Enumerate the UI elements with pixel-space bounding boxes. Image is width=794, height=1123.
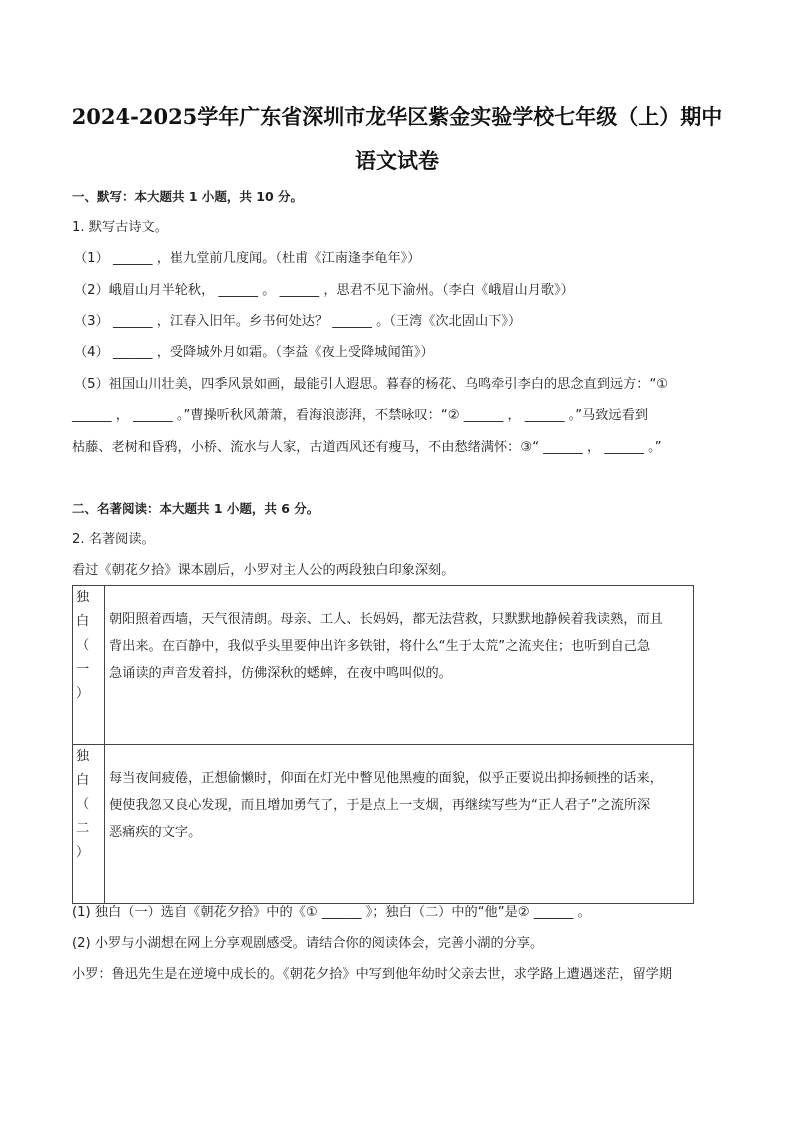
monologue-1-label: 独 白 （ 一 ） — [73, 586, 105, 745]
question-1-heading: 1. 默写古诗文。 — [72, 220, 168, 235]
exam-title-line1: 2024-2025学年广东省深圳市龙华区紫金实验学校七年级（上）期中 — [71, 104, 723, 129]
q1-item-2: （2）峨眉山月半轮秋， ______ 。 ______ ，思君不见下渝州。（李白《峨眉山月歌》） — [74, 283, 574, 298]
sub-question-1: (1) 独白（一）选自《朝花夕拾》中的《① ______ 》；独白（二）中的“他”是② ______ 。 — [72, 905, 591, 920]
section-2-heading: 二、名著阅读：本大题共 1 小题，共 6 分。 — [72, 501, 320, 516]
sub-question-2: (2) 小罗与小湖想在网上分享观剧感受。请结合你的阅读体会，完善小湖的分享。 — [72, 936, 544, 951]
q1-item-5-line3: 枯藤、老树和昏鸦，小桥、流水与人家，古道西风还有瘦马，不由愁绪满怀：③“ ______ ， ______ 。” — [72, 440, 662, 455]
monologue-2-label: 独 白 （ 二 ） — [73, 745, 105, 904]
monologue-table — [72, 585, 694, 904]
sub-question-2-text: 小罗：鲁迅先生是在逆境中成长的。《朝花夕拾》中写到他年幼时父亲去世，求学路上遭遇迷茫，留学期 — [72, 967, 673, 982]
table-row — [73, 586, 694, 745]
monologue-2-text: 每当夜间疲倦，正想偷懒时，仰面在灯光中瞥见他黑瘦的面貌，似乎正要说出抑扬顿挫的话来， 便使我忽又良心发现，而且增加勇气了，于是点上一支烟，再继续写些为“正人君子”之流所深 恶痛疾的文字。 — [105, 745, 694, 904]
monologue-1-text: 朝阳照着西墙，天气很清朗。母亲、工人、长妈妈，都无法营救，只默默地静候着我读熟，而且 背出来。在百静中，我似乎头里要伸出许多铁钳，将什么“生于太荒”之流夹住；也听到自己急 急诵读的声音发着抖，仿佛深秋的蟋蟀，在夜中鸣叫似的。 — [105, 586, 694, 745]
question-2-intro: 看过《朝花夕拾》课本剧后，小罗对主人公的两段独白印象深刻。 — [72, 563, 455, 578]
question-2-heading: 2. 名著阅读。 — [72, 532, 155, 547]
q1-item-5-line2: ______ ， ______ 。”曹操听秋风萧萧，看海浪澎湃，不禁咏叹：“② ______ ， ______ 。”马致远看到 — [72, 408, 648, 423]
q1-item-3: （3） ______ ，江春入旧年。乡书何处达？ ______ 。（王湾《次北固山下》） — [74, 314, 522, 329]
q1-item-1: （1） ______ ，崔九堂前几度闻。（杜甫《江南逢李龟年》） — [74, 251, 421, 266]
exam-title-line2: 语文试卷 — [355, 148, 439, 173]
section-1-heading: 一、默写：本大题共 1 小题，共 10 分。 — [72, 189, 304, 204]
q1-item-5-line1: （5）祖国山川壮美，四季风景如画，最能引人遐思。暮春的杨花、乌鸣牵引李白的思念直到远方：“① — [74, 377, 669, 392]
q1-item-4: （4） ______ ，受降城外月如霜。（李益《夜上受降城闻笛》） — [74, 345, 434, 360]
table-row — [73, 745, 694, 904]
